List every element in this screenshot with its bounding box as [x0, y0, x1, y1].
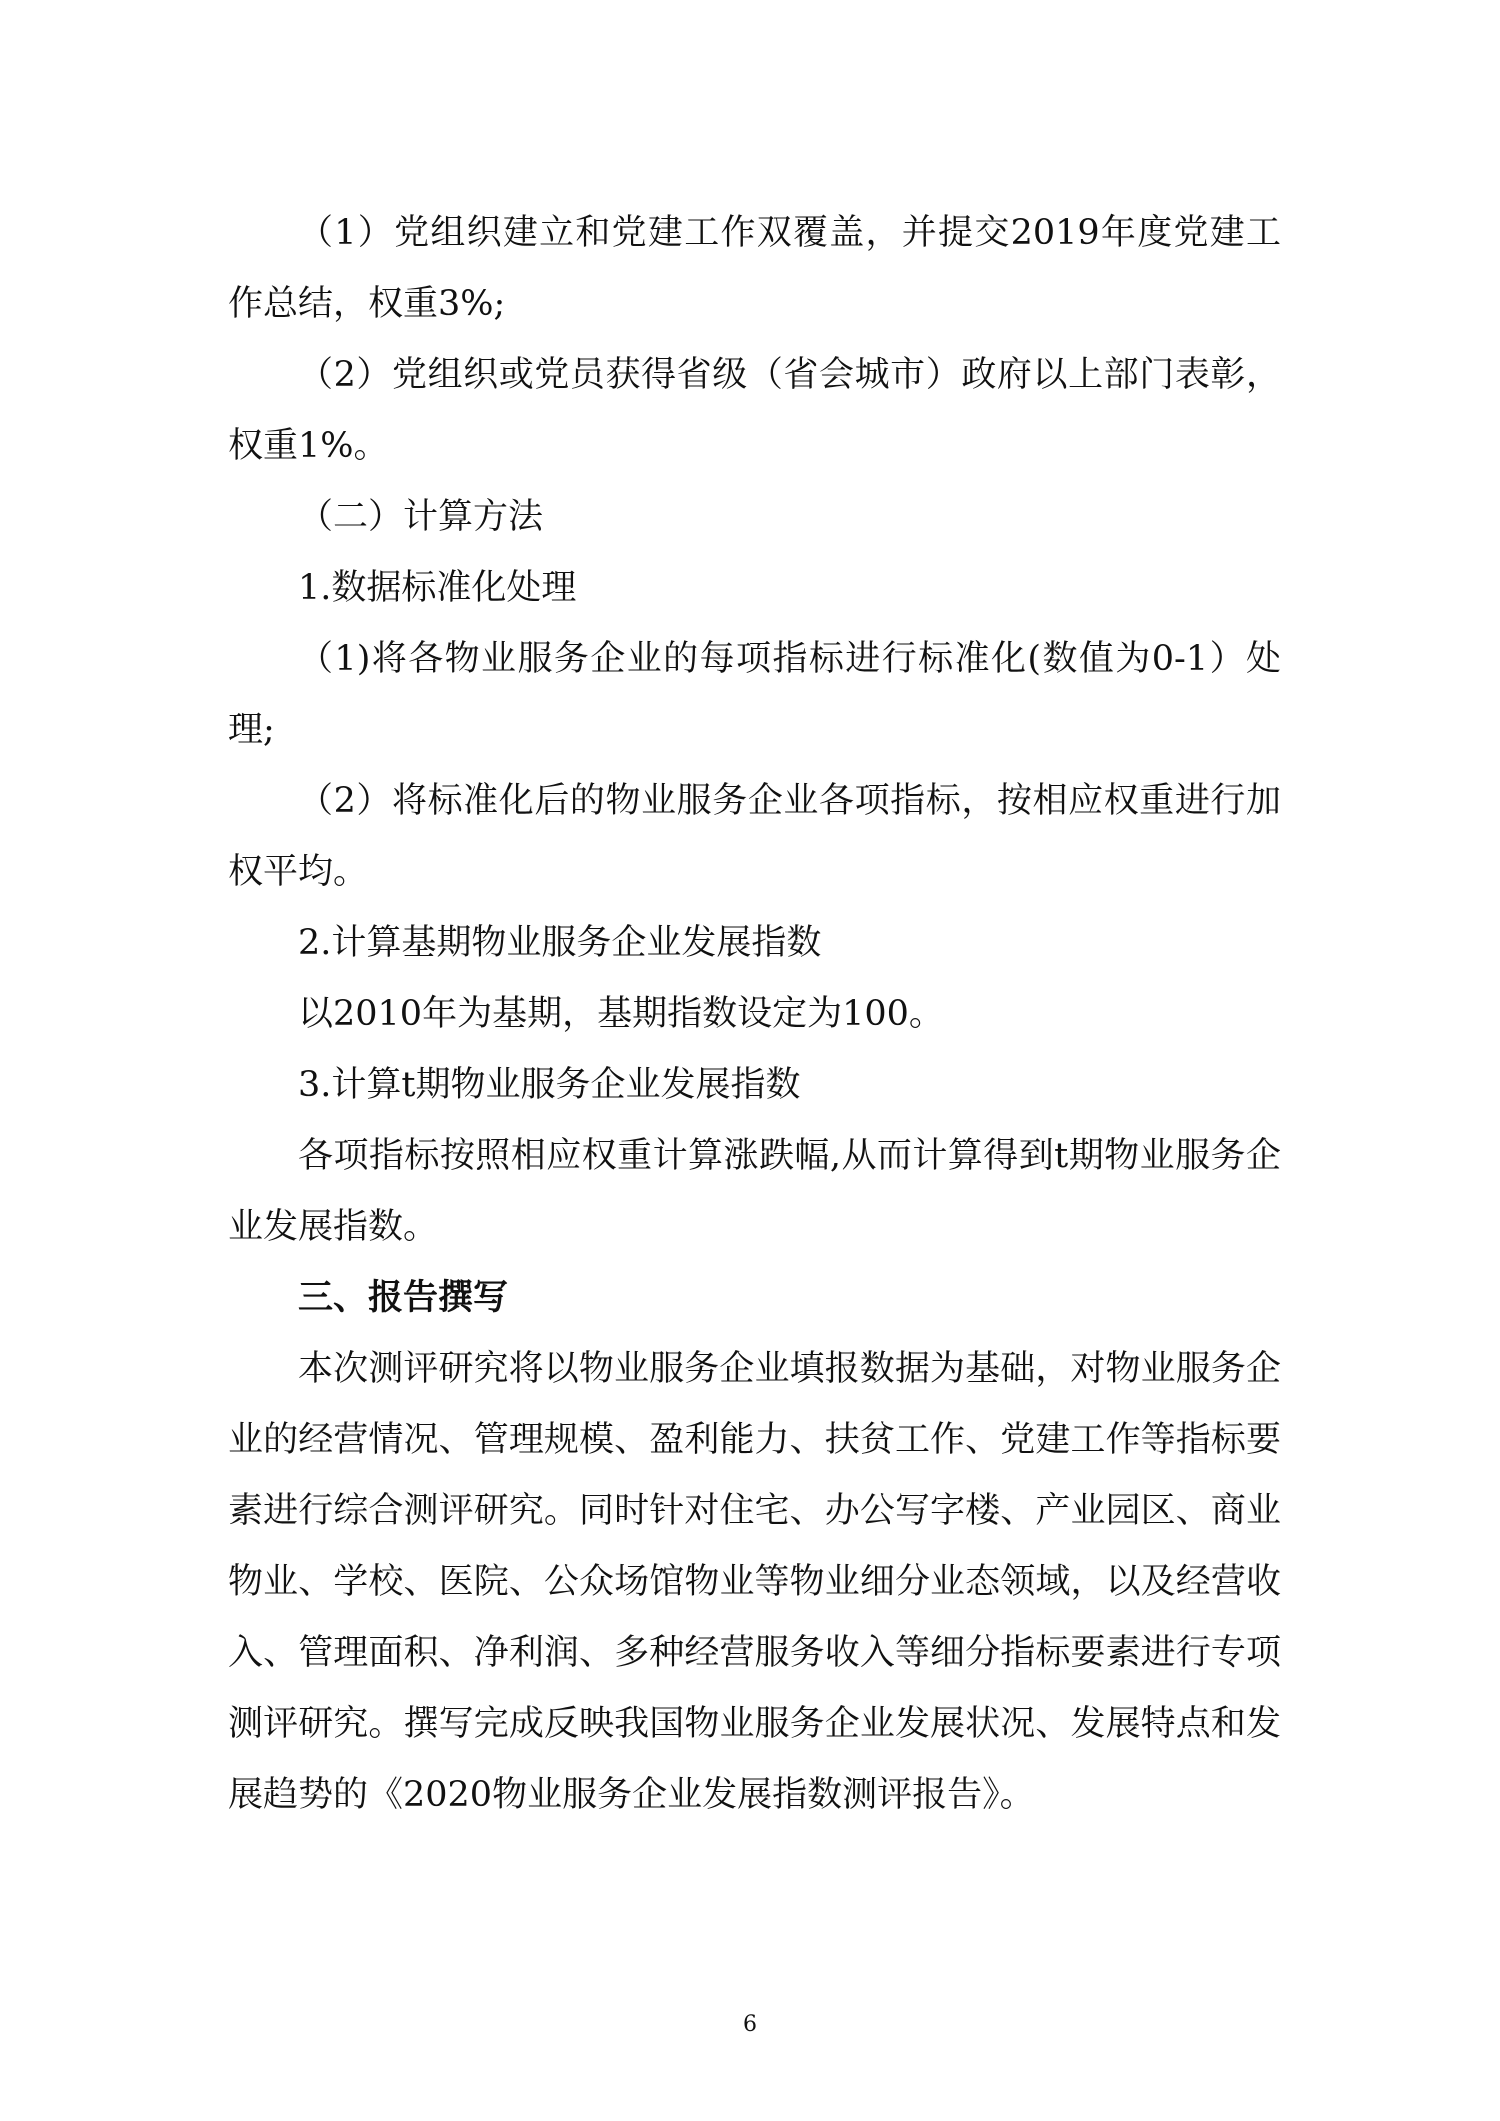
section-heading-calculation-method: （二）计算方法 [298, 497, 544, 537]
page-number: 6 [743, 2012, 757, 2037]
subheading-data-standardization: 1.数据标准化处理 [298, 568, 577, 608]
paragraph-report-description: 本次测评研究将以物业服务企业填报数据为基础，对物业服务企业的经营情况、管理规模、盈利能力、扶贫工作、党建工作等指标要素进行综合测评研究。同时针对住宅、办公写字楼、产业园区、商业物业、学校、医院、公众场馆物业等物业细分业态领域，以及经营收入、管理面积、净利润、多种经营服务收入等细分指标要素进行专项测评研究。撰写完成反映我国物业服务企业发展状况、发展特点和发展趋势的《2020物业服务企业发展指数测评报告》。 [228, 1349, 1281, 1815]
section-heading-report-writing: 三、报告撰写 [298, 1278, 509, 1318]
paragraph-party-coverage: （1）党组织建立和党建工作双覆盖，并提交2019年度党建工作总结，权重3%; [228, 213, 1281, 324]
paragraph-party-award: （2）党组织或党员获得省级（省会城市）政府以上部门表彰，权重1%。 [228, 355, 1281, 466]
paragraph-weighted-average: （2）将标准化后的物业服务企业各项指标，按相应权重进行加权平均。 [228, 781, 1281, 892]
paragraph-standardize-indicators: （1)将各物业服务企业的每项指标进行标准化(数值为0-1）处理; [228, 639, 1281, 750]
subheading-base-period-index: 2.计算基期物业服务企业发展指数 [298, 923, 822, 963]
subheading-t-period-index: 3.计算t期物业服务企业发展指数 [298, 1065, 801, 1105]
paragraph-t-period-calculation: 各项指标按照相应权重计算涨跌幅,从而计算得到t期物业服务企业发展指数。 [228, 1136, 1281, 1247]
body-text [228, 198, 1281, 1831]
paragraph-base-period-setting: 以2010年为基期，基期指数设定为100。 [298, 994, 944, 1034]
